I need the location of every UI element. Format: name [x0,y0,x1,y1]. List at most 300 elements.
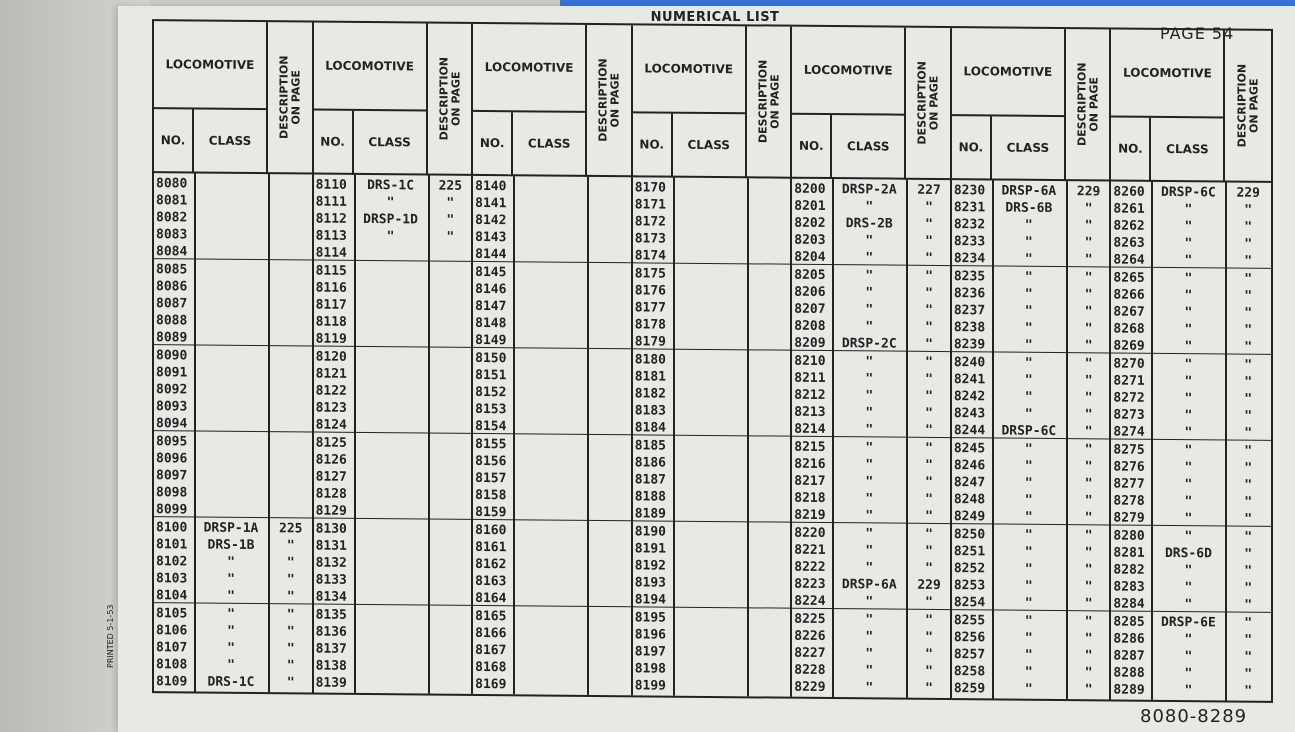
locomotive-number: 8120 [315,349,347,365]
table-row [633,402,791,420]
locomotive-number: 8096 [156,451,188,467]
locomotive-number: 8242 [953,389,986,405]
locomotive-group [633,25,793,696]
description-page: " [446,229,455,245]
table-row [792,576,950,594]
table-row [633,660,791,678]
table-row [792,353,950,371]
locomotive-number: 8263 [1113,235,1145,251]
locomotive-class: " [1024,251,1033,267]
locomotive-class [673,317,747,318]
description-page: " [1244,322,1253,338]
locomotive-number: 8134 [315,589,347,605]
description-page: " [1084,201,1093,217]
description-page: " [1084,631,1093,647]
table-row [473,608,631,626]
locomotive-number: 8235 [953,269,986,285]
locomotive-class [354,452,428,453]
table-row [633,230,791,248]
table-row [314,521,472,539]
locomotive-class [513,246,587,247]
description-page: " [925,594,933,610]
locomotive-number: 8169 [475,676,507,693]
locomotive-header: LOCOMOTIVE [952,28,1066,117]
description-page: " [1084,493,1093,509]
locomotive-class [513,350,587,351]
locomotive-number: 8110 [315,177,347,193]
locomotive-number: 8191 [634,541,667,557]
locomotive-number: 8199 [634,678,667,694]
locomotive-class: " [865,354,874,370]
locomotive-class [354,297,428,298]
locomotive-class [194,364,268,365]
locomotive-number: 8175 [634,266,667,282]
locomotive-class: " [1024,458,1033,474]
locomotive-number: 8140 [475,178,507,195]
locomotive-class [513,504,587,505]
table-row [633,677,791,695]
table-row [952,216,1110,234]
description-page: " [1244,460,1253,476]
locomotive-class: " [1184,253,1193,269]
locomotive-class: " [1184,322,1193,338]
locomotive-number: 8229 [794,679,826,695]
locomotive-class: DRSP-6E [1161,614,1216,631]
locomotive-number: 8184 [634,420,667,436]
locomotive-class [513,590,587,591]
table-row [633,368,791,386]
locomotive-class [354,280,428,281]
locomotive-number: 8127 [315,469,347,485]
row-block [792,609,950,696]
locomotive-number: 8256 [953,630,986,646]
locomotive-number: 8082 [156,210,188,226]
locomotive-class [354,607,428,608]
locomotive-number: 8183 [634,403,667,419]
locomotive-number: 8287 [1113,648,1145,664]
table-row [314,280,472,298]
table-row [154,450,312,468]
locomotive-number: 8146 [475,281,507,298]
table-row [154,347,312,365]
table-row [473,298,631,316]
locomotive-number: 8192 [634,558,667,574]
locomotive-number: 8178 [634,317,667,333]
locomotive-class: " [1184,236,1193,252]
description-page: " [1084,442,1093,458]
table-row [1111,183,1271,201]
table-row [952,543,1110,561]
locomotive-class [513,195,587,196]
description-page: " [1084,321,1093,337]
locomotive-class [673,386,747,387]
description-page: " [925,491,933,507]
locomotive-class [354,538,428,539]
locomotive-class [194,450,268,451]
locomotive-number: 8245 [953,441,986,457]
table-row [473,470,631,488]
locomotive-class: " [1184,511,1193,527]
locomotive-number: 8228 [794,662,826,678]
locomotive-number: 8264 [1113,252,1145,268]
table-row [792,387,950,405]
description-page: 227 [917,182,941,198]
locomotive-number: 8217 [794,473,826,489]
description-page: " [925,388,933,404]
table-row [952,680,1110,698]
description-page: " [925,543,933,559]
locomotive-class [354,641,428,642]
locomotive-class: " [227,640,235,656]
locomotive-class: " [1184,580,1193,596]
locomotive-class [673,420,747,421]
description-page: " [446,195,455,211]
table-row [154,175,312,193]
table-row [1111,492,1271,510]
locomotive-number: 8179 [634,334,667,350]
table-row [792,439,950,457]
locomotive-number: 8216 [794,456,826,472]
locomotive-number: 8171 [634,197,667,213]
table-row [314,400,472,418]
row-block [473,434,631,521]
locomotive-number: 8118 [315,314,347,330]
locomotive-class: " [227,571,235,587]
locomotive-class: DRSP-6A [1001,183,1057,199]
locomotive-class [673,300,747,301]
table-row [633,626,791,644]
locomotive-number: 8108 [156,657,188,673]
locomotive-number: 8091 [156,365,188,381]
locomotive-number: 8225 [794,611,826,627]
row-block [792,179,950,266]
locomotive-number: 8286 [1113,631,1145,647]
locomotive-number: 8275 [1113,442,1145,458]
table-row [314,314,472,332]
locomotive-class [673,369,747,370]
no-column-header: NO. [154,109,194,173]
table-row [473,642,631,660]
description-page: " [1244,357,1253,373]
locomotive-number: 8142 [475,212,507,229]
no-column-header: NO. [1111,117,1151,181]
locomotive-number: 8150 [475,350,507,367]
table-row [314,349,472,367]
locomotive-class: " [386,195,395,211]
locomotive-header: LOCOMOTIVE [633,25,747,114]
table-row [1111,389,1271,407]
table-row [473,229,631,247]
locomotive-number: 8241 [953,372,986,388]
locomotive-class [673,661,747,662]
description-page: " [1244,425,1253,441]
locomotive-class [194,243,268,244]
table-row [154,673,312,691]
row-block [314,433,472,520]
table-row [952,319,1110,337]
locomotive-number: 8121 [315,366,347,382]
class-column-header: CLASS [992,116,1066,181]
row-block [154,173,312,260]
locomotive-number: 8167 [475,642,507,659]
locomotive-number: 8164 [475,590,507,607]
locomotive-number: 8238 [953,320,986,336]
table-row [473,212,631,230]
table-row [952,577,1110,595]
description-page: " [925,526,933,542]
row-block [792,523,950,610]
locomotive-number: 8093 [156,399,188,415]
locomotive-class [673,627,747,628]
locomotive-number: 8154 [475,418,507,435]
table-row [1111,217,1271,235]
table-row [473,625,631,643]
locomotive-number: 8252 [953,561,986,577]
locomotive-class [673,334,747,335]
locomotive-class [513,401,587,402]
description-page: 229 [1076,184,1101,200]
description-page: " [286,538,295,554]
class-column-header: CLASS [513,112,587,177]
table-row [154,312,312,330]
locomotive-number: 8244 [953,423,986,439]
locomotive-number: 8085 [156,262,188,278]
locomotive-number: 8145 [475,264,507,281]
row-block [792,437,950,524]
description-page: " [925,199,933,215]
row-block [314,347,472,434]
locomotive-class: " [1024,389,1033,405]
locomotive-class [194,175,268,176]
locomotive-number: 8123 [315,400,347,416]
locomotive-class: " [865,680,874,696]
description-page: " [925,216,933,232]
locomotive-class [673,231,747,232]
locomotive-class [673,455,747,456]
locomotive-class: " [865,250,874,266]
table-row [1111,303,1271,321]
locomotive-class [194,261,268,262]
table-row [952,663,1110,681]
locomotive-number: 8279 [1113,510,1145,526]
locomotive-class: " [1184,408,1193,424]
locomotive-class: " [1184,683,1193,699]
class-column-header: CLASS [832,115,906,180]
table-row [154,519,312,537]
table-row [1111,458,1271,476]
table-row [154,209,312,227]
table-row [473,453,631,471]
locomotive-class [194,347,268,348]
table-row [473,522,631,540]
locomotive-number: 8080 [156,176,188,192]
description-page: " [1244,666,1253,682]
locomotive-number: 8188 [634,489,667,505]
locomotive-class [354,383,428,384]
locomotive-class [354,658,428,659]
table-row [633,299,791,317]
locomotive-class [194,501,268,502]
locomotive-number: 8095 [156,434,188,450]
locomotive-class: " [865,422,874,438]
locomotive-number: 8153 [475,401,507,418]
table-row [952,285,1110,303]
locomotive-number: 8105 [156,606,188,622]
table-row [952,629,1110,647]
table-row [473,556,631,574]
locomotive-class [194,278,268,279]
locomotive-class: DRSP-6C [1161,184,1216,201]
locomotive-class: " [227,657,235,673]
table-row [154,570,312,588]
description-page: " [925,474,933,490]
table-row [633,282,791,300]
locomotive-class [513,539,587,540]
table-row [633,351,791,369]
locomotive-number: 8160 [475,522,507,539]
locomotive-number: 8205 [794,267,826,283]
locomotive-class: " [227,606,235,622]
locomotive-class: DRS-6D [1164,545,1212,562]
table-row [633,179,791,197]
locomotive-class [354,331,428,332]
locomotive-group [1111,29,1271,700]
description-page: " [925,612,933,628]
row-block [952,180,1110,267]
locomotive-class [673,283,747,284]
locomotive-number: 8239 [953,337,986,353]
locomotive-number: 8274 [1113,424,1145,440]
locomotive-number: 8204 [794,249,826,265]
locomotive-number: 8288 [1113,665,1145,681]
locomotive-number: 8133 [315,572,347,588]
locomotive-class: " [1024,217,1033,233]
locomotive-class [673,352,747,353]
description-page: " [1244,597,1253,613]
locomotive-number: 8094 [156,416,188,432]
table-row [473,281,631,299]
description-page: " [1244,288,1253,304]
locomotive-number: 8247 [953,475,986,491]
locomotive-class: " [1024,286,1033,302]
table-row [792,628,950,646]
locomotive-class: " [1184,425,1193,441]
class-column-header: CLASS [354,111,428,176]
locomotive-number: 8258 [953,664,986,680]
description-page: " [1084,648,1093,664]
locomotive-class: " [1184,443,1193,459]
locomotive-number: 8161 [475,539,507,556]
table-row [154,639,312,657]
locomotive-number: 8289 [1113,682,1145,698]
description-column-header: DESCRIPTION ON PAGE [587,25,633,177]
description-page: " [925,560,933,576]
table-row [952,199,1110,217]
locomotive-class: " [865,285,874,301]
locomotive-number: 8087 [156,296,188,312]
locomotive-number: 8147 [475,298,507,315]
locomotive-class [513,212,587,213]
table-row [1111,613,1271,631]
locomotive-number: 8232 [953,217,986,233]
description-page: " [1084,596,1093,612]
table-row [792,542,950,560]
description-page: " [1244,580,1253,596]
row-block [633,607,791,694]
locomotive-number: 8102 [156,554,188,570]
table-row [1111,355,1271,373]
table-row [154,467,312,485]
locomotive-number: 8081 [156,193,188,209]
printed-date-note: PRINTED 5-1-53 [106,604,115,668]
locomotive-number: 8151 [475,367,507,384]
locomotive-class [673,489,747,490]
description-page: " [1244,219,1253,235]
locomotive-class [194,467,268,468]
locomotive-class: " [865,233,874,249]
row-block [314,261,472,348]
description-page: " [1244,253,1253,269]
table-row [952,302,1110,320]
description-page: " [1084,545,1093,561]
locomotive-class: " [227,588,235,604]
locomotive-class: " [1184,219,1193,235]
locomotive-header: LOCOMOTIVE [473,24,587,113]
locomotive-number: 8236 [953,286,986,302]
locomotive-number: 8273 [1113,407,1145,423]
locomotive-number: 8176 [634,283,667,299]
locomotive-number: 8135 [315,607,347,623]
locomotive-number: 8281 [1113,545,1145,561]
row-block [1111,181,1271,268]
locomotive-class [513,659,587,660]
locomotive-class: DRS-6B [1005,200,1053,216]
locomotive-class: DRSP-6C [1001,423,1057,439]
locomotive-class: " [1184,666,1193,682]
table-row [1111,647,1271,665]
row-block [314,175,472,262]
description-page: " [1244,683,1253,699]
description-column-header: DESCRIPTION ON PAGE [1225,30,1271,182]
locomotive-number: 8240 [953,355,986,371]
locomotive-class: " [865,302,874,318]
table-row [1111,544,1271,562]
description-page: " [925,508,933,524]
table-row [473,384,631,402]
locomotive-class: " [865,268,874,284]
description-page: " [286,589,295,605]
description-page: " [925,319,933,335]
table-row [952,646,1110,664]
locomotive-class [513,453,587,454]
table-row [314,675,472,693]
table-row [314,211,472,229]
locomotive-number: 8090 [156,348,188,364]
row-block [314,605,472,692]
row-block [473,520,631,607]
locomotive-class: DRSP-2A [841,182,897,198]
table-row [792,525,950,543]
locomotive-class: " [1184,202,1193,218]
locomotive-class [354,366,428,367]
locomotive-number: 8092 [156,382,188,398]
description-page: " [1084,287,1093,303]
locomotive-header: LOCOMOTIVE [154,21,268,110]
locomotive-number: 8202 [794,215,826,231]
description-page: " [1084,235,1093,251]
locomotive-number: 8144 [475,246,507,263]
locomotive-number: 8213 [794,404,826,420]
